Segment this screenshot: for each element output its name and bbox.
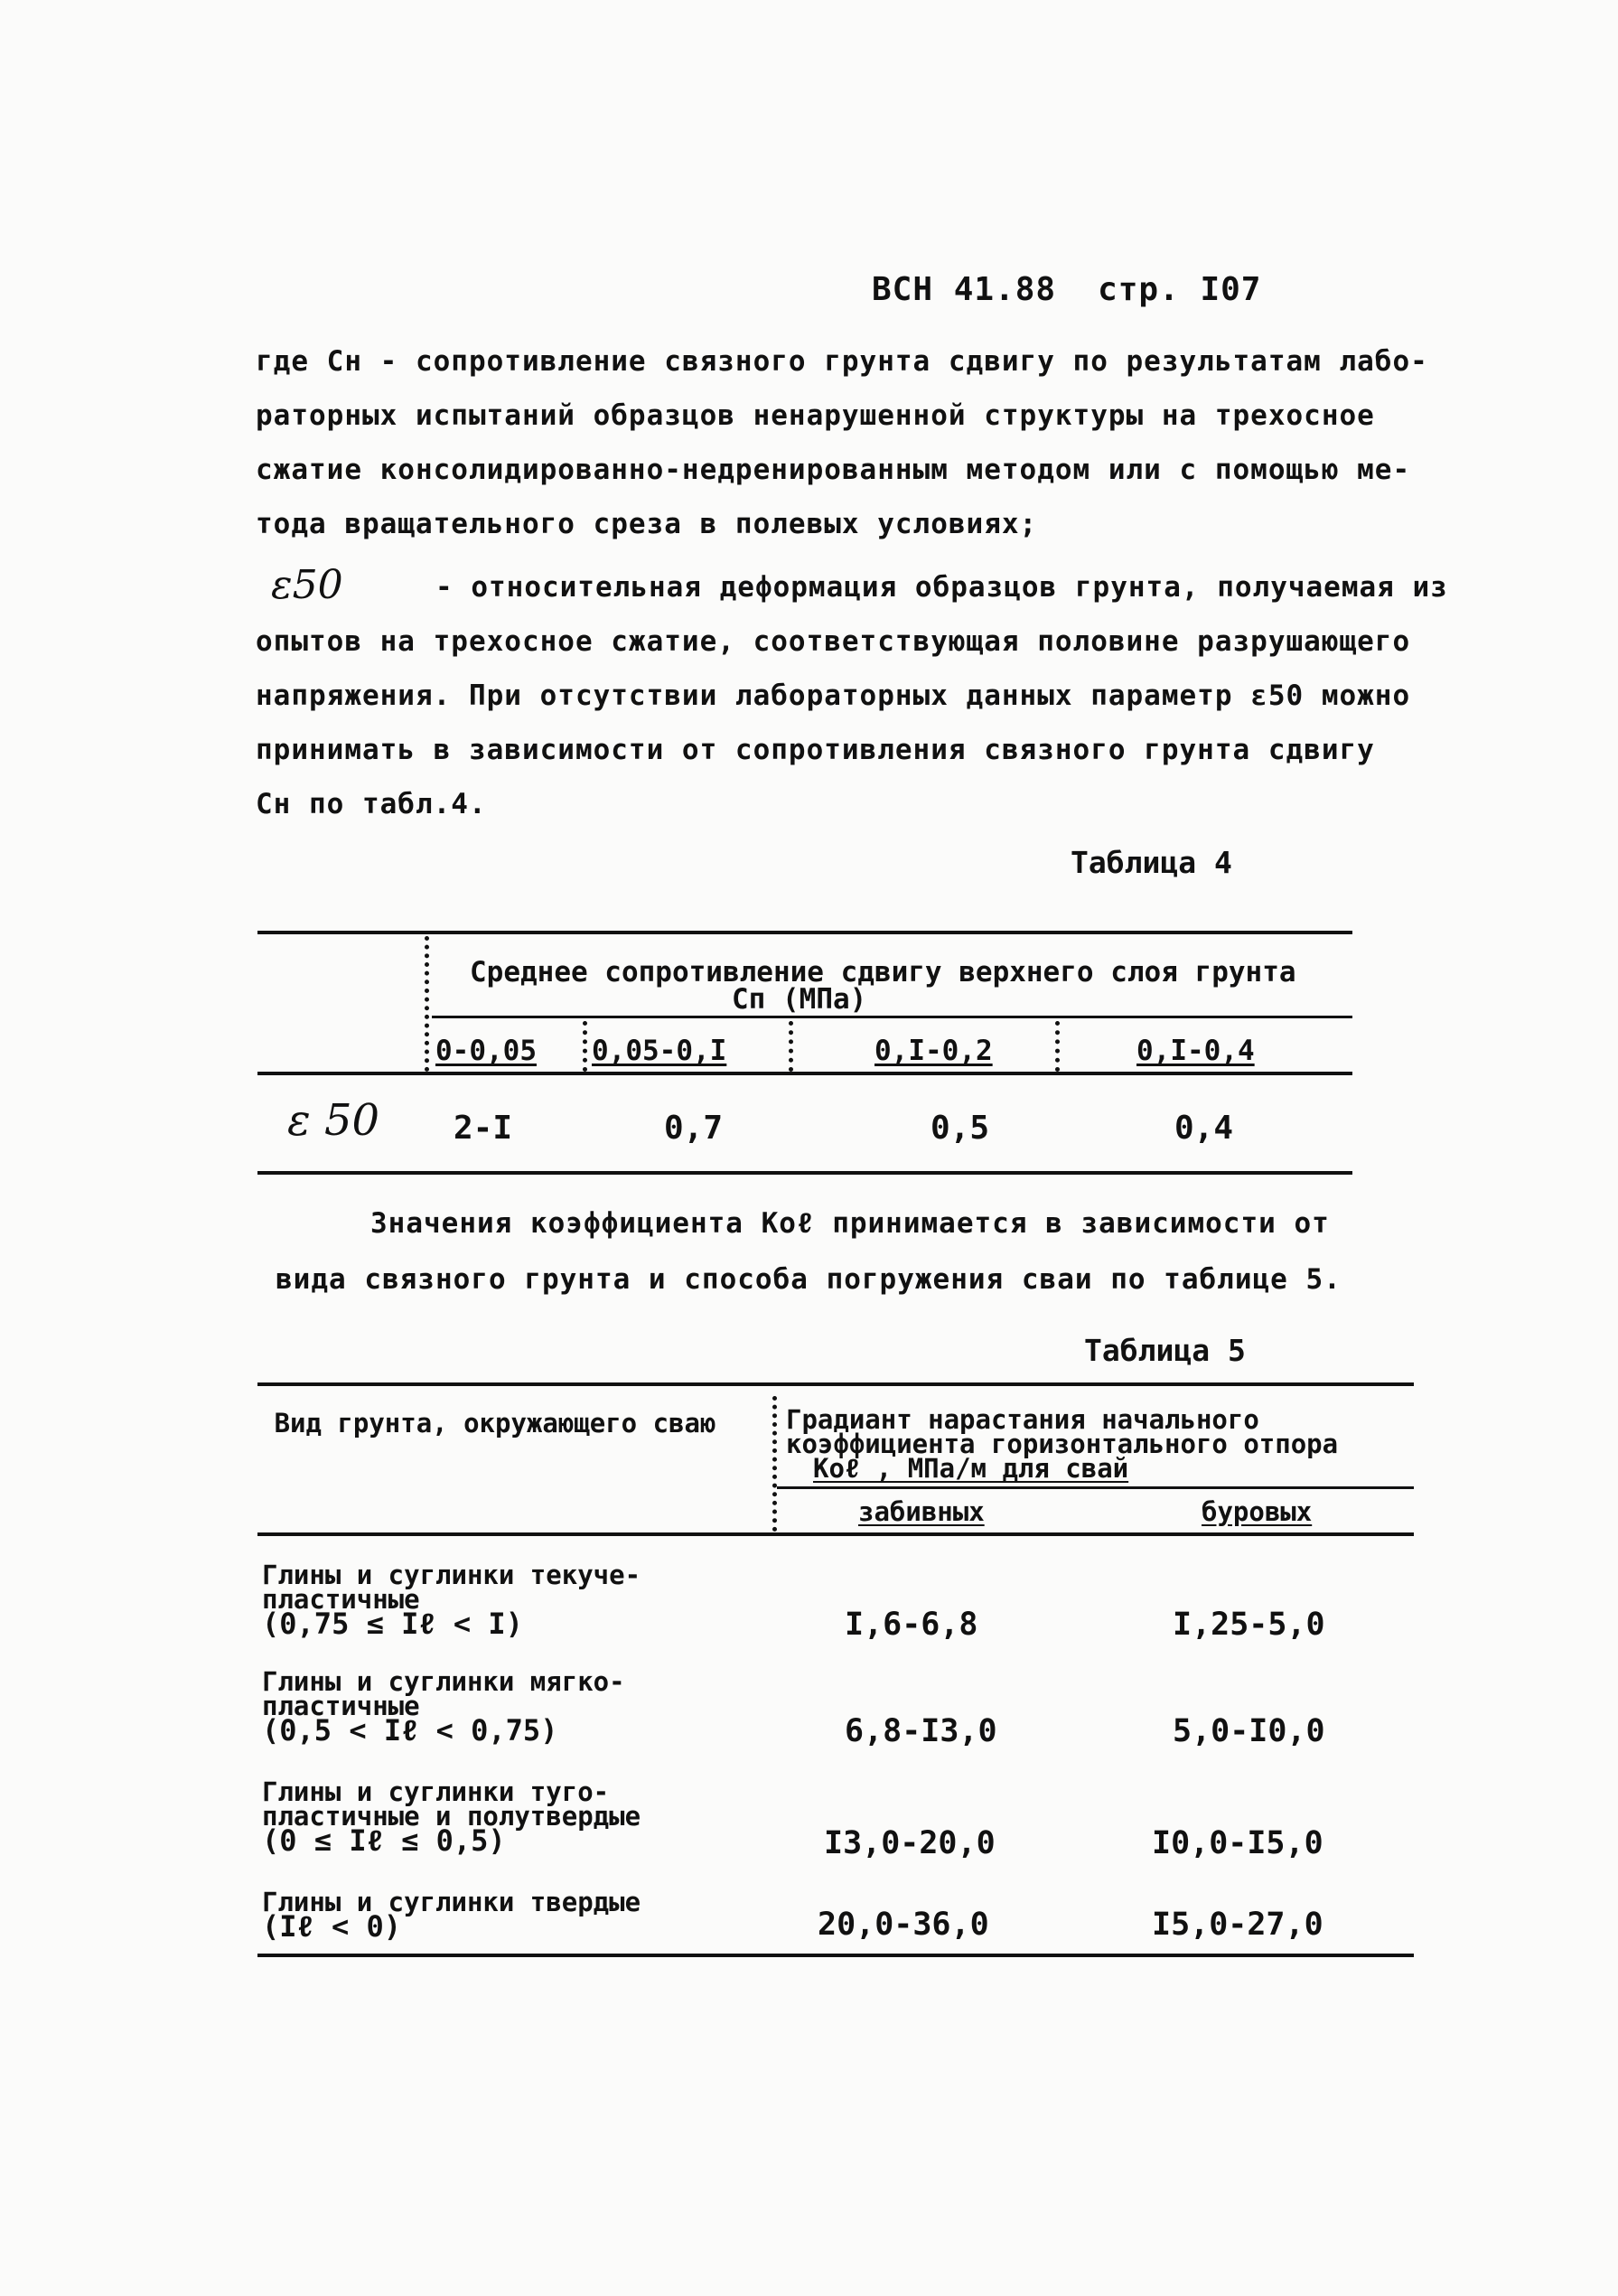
table4-group-rule: [432, 1016, 1352, 1018]
table5-driven-value: 20,0-36,0: [818, 1907, 989, 1943]
table4-bottom-rule: [257, 1171, 1352, 1175]
table5-row-name-line: Глины и суглинки мягко-: [262, 1666, 625, 1697]
table4-value: 0,5: [931, 1110, 990, 1147]
page-number: стр. I07: [1098, 271, 1262, 308]
table5-row-name-line: пластичные и полутвердые: [262, 1801, 641, 1832]
table4-col-divider: [789, 1021, 793, 1072]
table4-group-header-unit: Сп (МПа): [732, 983, 867, 1016]
table5-col2-header-line-3: Кoℓ , МПа/м для свай: [813, 1453, 1129, 1484]
intro-line-3: сжатие консолидированно-недренированным методом или с помощью ме-: [256, 454, 1411, 486]
table4-row-label: ε 50: [287, 1095, 380, 1146]
epsilon-def-line-4: принимать в зависимости от сопротивления связного грунта сдвигу: [256, 734, 1375, 766]
table4-col-header: 0,05-0,I: [592, 1035, 727, 1067]
table4-col-header: 0,I-0,2: [874, 1035, 993, 1067]
intro-line-4: тода вращательного среза в полевых условиях;: [256, 508, 1038, 540]
epsilon-def-line-2: опытов на трехосное сжатие, соответствующая половине разрушающего: [256, 625, 1411, 658]
table5-row-name-line: Глины и суглинки туго-: [262, 1776, 610, 1807]
epsilon-def-line-1: - относительная деформация образцов грунта, получаемая из: [435, 571, 1448, 604]
table5-driven-value: I,6-6,8: [845, 1607, 978, 1643]
table5-bottom-rule: [257, 1954, 1414, 1957]
table5-row-name-line: (Iℓ < 0): [262, 1909, 402, 1944]
table5-subheader-driven: забивных: [858, 1496, 985, 1527]
table5-subheader-bored: буровых: [1202, 1496, 1313, 1527]
table5-row-name-line: пластичные: [262, 1584, 420, 1615]
table5-sub-rule: [777, 1486, 1414, 1489]
table5-header-rule: [257, 1532, 1414, 1536]
table5-bored-value: I0,0-I5,0: [1152, 1825, 1323, 1861]
table5-row-name-line: (0 ≤ Iℓ ≤ 0,5): [262, 1823, 506, 1858]
table4-group-header: Среднее сопротивление сдвигу верхнего слоя грунта: [470, 956, 1296, 989]
table4-col-divider: [583, 1021, 587, 1072]
table5-col1-header: Вид грунта, окружающего сваю: [274, 1408, 716, 1439]
table5-row-name-line: Глины и суглинки твердые: [262, 1887, 641, 1917]
table4-caption: Таблица 4: [1071, 845, 1232, 880]
table5-bored-value: I,25-5,0: [1173, 1607, 1325, 1643]
document-code: ВСН 41.88: [872, 271, 1057, 308]
table4-header-rule: [257, 1072, 1352, 1075]
table4-value: 2-I: [454, 1110, 513, 1147]
table5-divider: [772, 1396, 777, 1532]
table5-intro-line-1: Значения коэффициента Кoℓ принимается в зависимости от: [370, 1207, 1330, 1240]
table5-caption: Таблица 5: [1084, 1333, 1246, 1368]
intro-line-2: раторных испытаний образцов ненарушенной структуры на трехосное: [256, 399, 1375, 432]
table5-row-name-line: пластичные: [262, 1691, 420, 1721]
table5-bored-value: I5,0-27,0: [1152, 1907, 1323, 1943]
table4-col-header: 0,I-0,4: [1136, 1035, 1255, 1067]
table5-top-rule: [257, 1382, 1414, 1386]
intro-line-1: где Сн - сопротивление связного грунта сдвигу по результатам лабо-: [256, 345, 1428, 378]
table5-intro-line-2: вида связного грунта и способа погружения сваи по таблице 5.: [276, 1263, 1342, 1296]
table5-bored-value: 5,0-I0,0: [1173, 1713, 1325, 1749]
table4-divider: [425, 936, 429, 1072]
table5-row-name-line: (0,75 ≤ Iℓ < I): [262, 1607, 523, 1641]
page-header: [872, 271, 1261, 308]
table5-row-name-line: Глины и суглинки текуче-: [262, 1560, 641, 1590]
table4-value: 0,4: [1174, 1110, 1234, 1147]
table4-top-rule: [257, 931, 1352, 934]
table4-col-divider: [1055, 1021, 1060, 1072]
table5-col2-header-line-2: коэффициента горизонтального отпора: [786, 1429, 1339, 1459]
table4-col-header: 0-0,05: [435, 1035, 537, 1067]
epsilon-def-line-3: напряжения. При отсутствии лабораторных данных параметр ε50 можно: [256, 679, 1411, 712]
table5-driven-value: I3,0-20,0: [824, 1825, 996, 1861]
epsilon50-symbol: ε50: [271, 562, 343, 608]
table4-value: 0,7: [664, 1110, 724, 1147]
table5-driven-value: 6,8-I3,0: [845, 1713, 997, 1749]
table5-row-name-line: (0,5 < Iℓ < 0,75): [262, 1713, 558, 1748]
table5-col2-header-line-1: Градиант нарастания начального: [786, 1404, 1259, 1435]
epsilon-def-line-5: Сн по табл.4.: [256, 788, 487, 820]
